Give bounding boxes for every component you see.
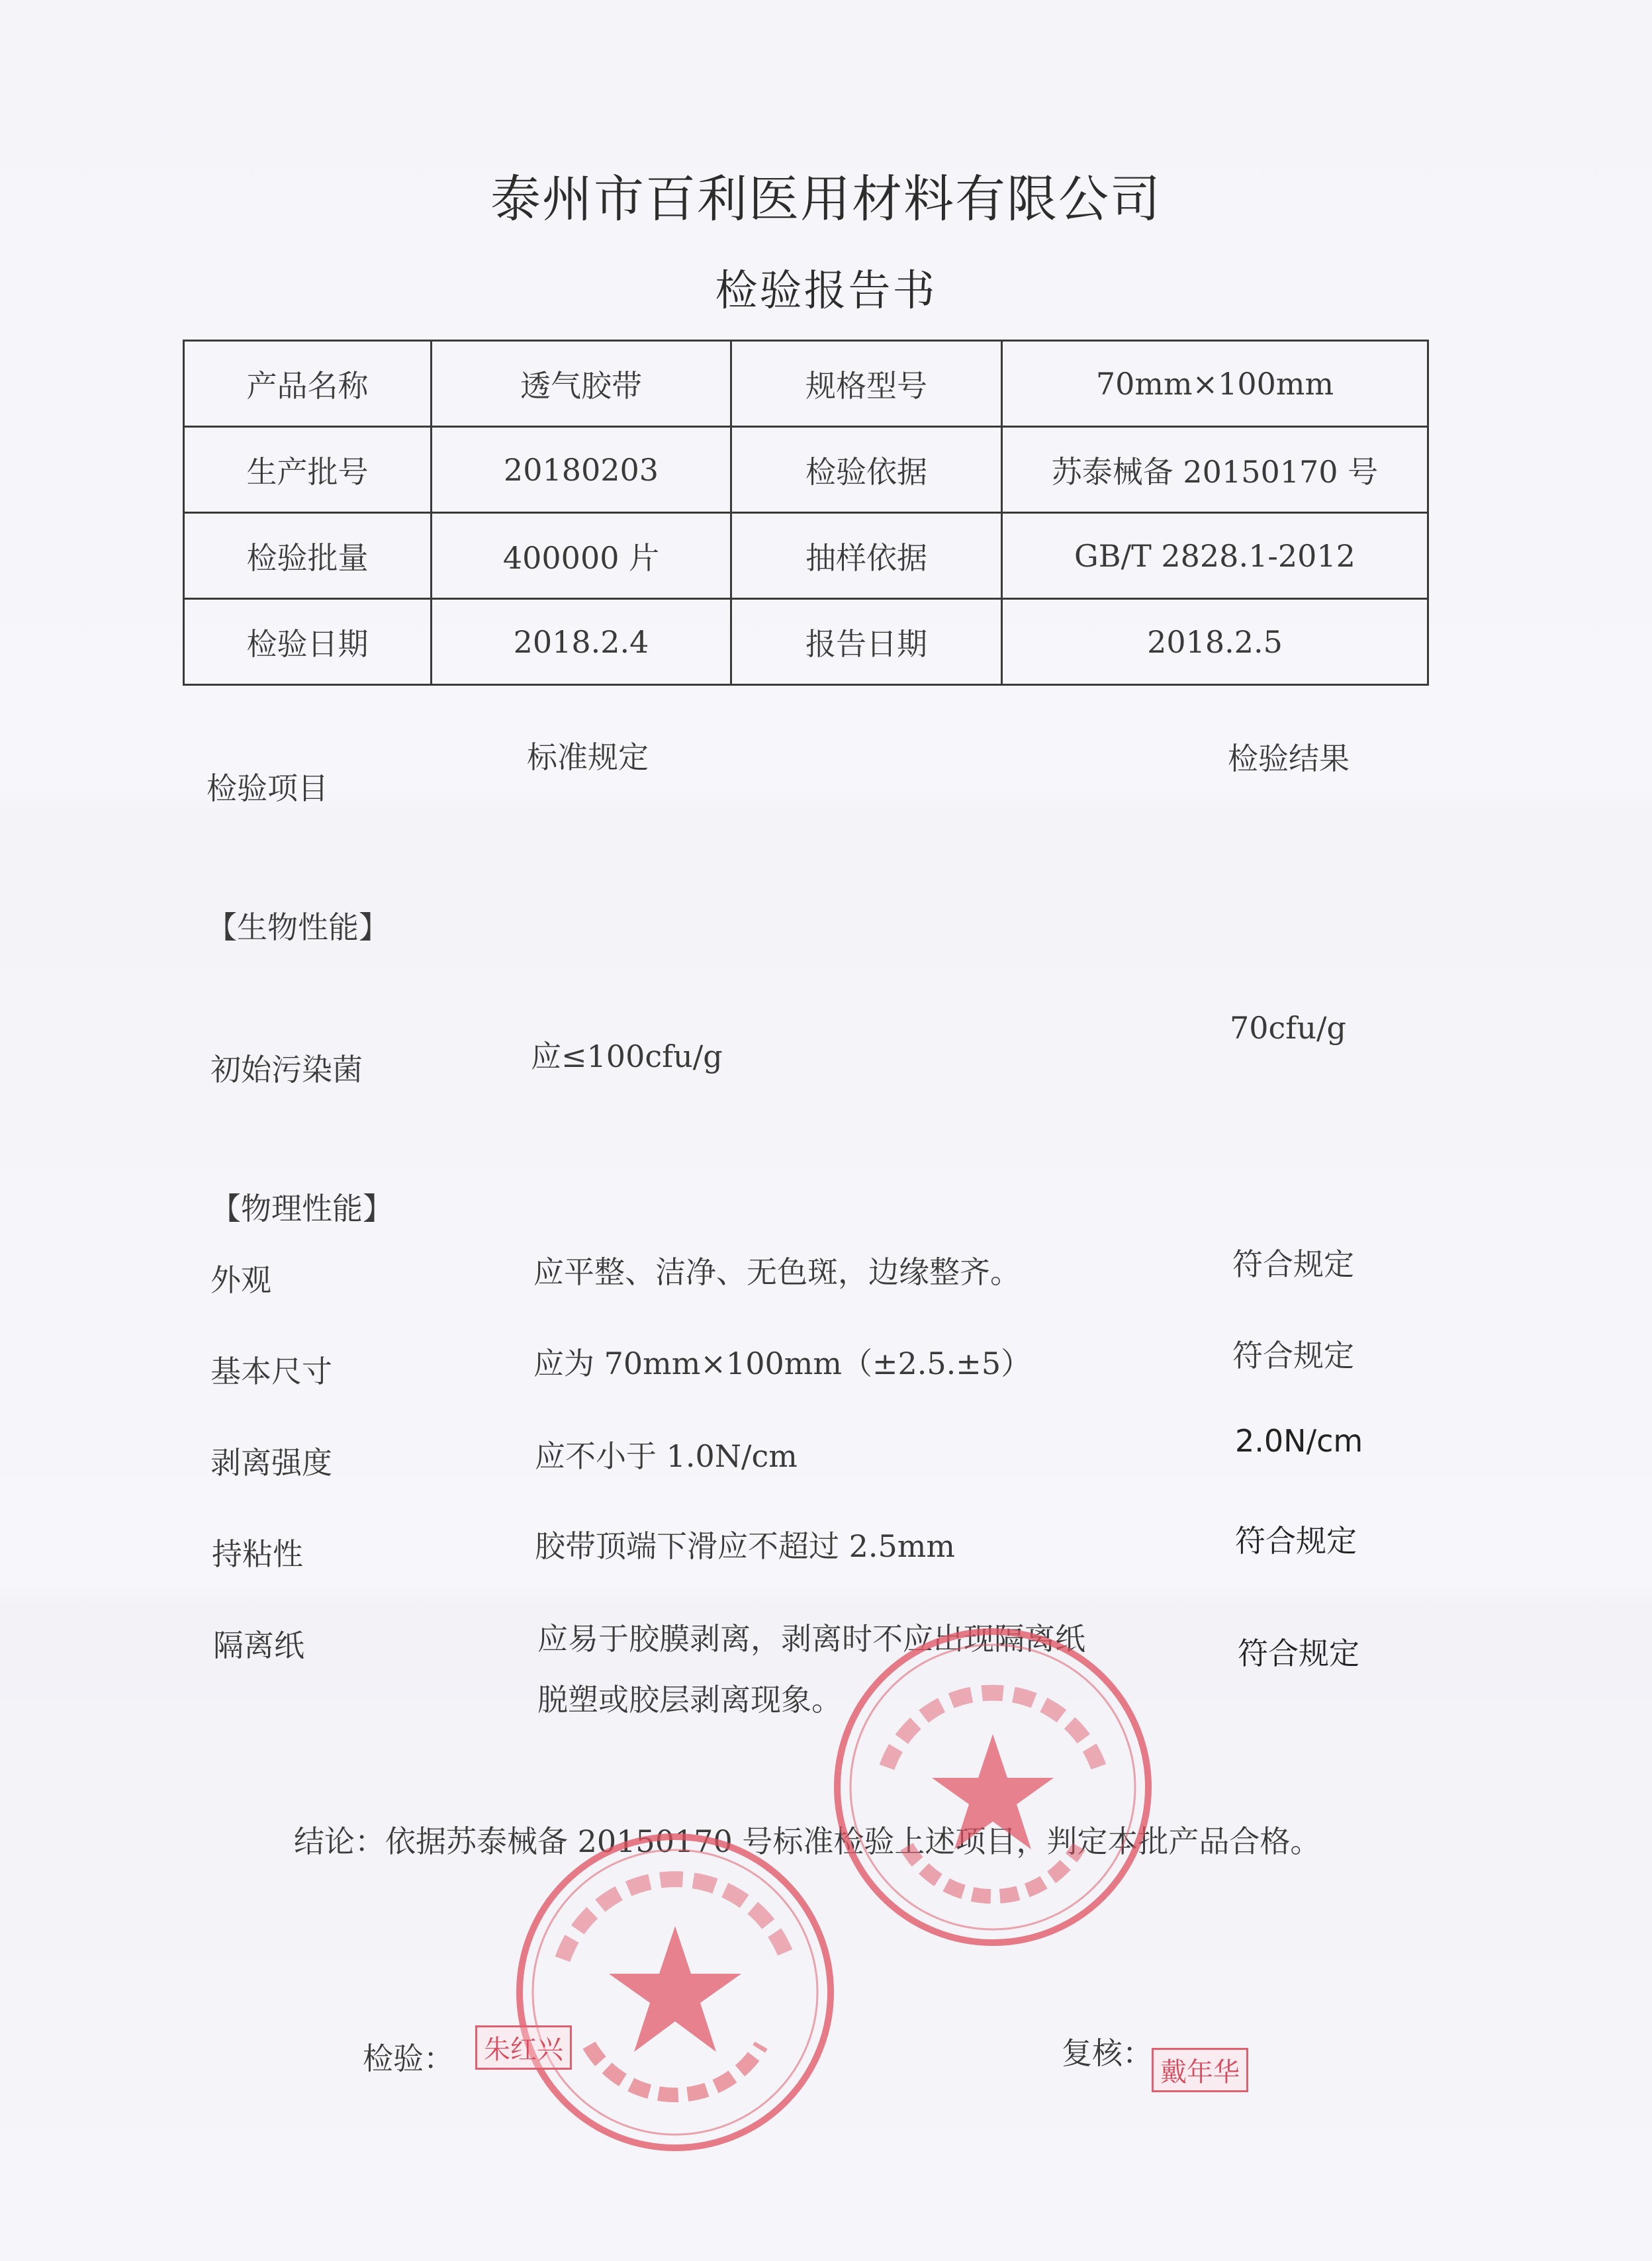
- table-cell: GB/T 2828.1-2012: [1002, 513, 1428, 599]
- table-cell: 检验依据: [731, 427, 1002, 513]
- table-cell: 规格型号: [731, 341, 1002, 427]
- table-cell: 抽样依据: [731, 513, 1002, 599]
- item-standard-line2: 脱塑或胶层剥离现象。: [537, 1682, 842, 1718]
- item-standard: 应不小于 1.0N/cm: [535, 1438, 798, 1474]
- item-name: 外观: [210, 1262, 271, 1298]
- item-result: 2.0N/cm: [1235, 1423, 1363, 1459]
- company-name: 泰州市百利医用材料有限公司: [490, 169, 1162, 228]
- table-row: [184, 513, 1428, 599]
- product-info-table: [183, 340, 1429, 686]
- column-header-standard: 标准规定: [527, 739, 649, 775]
- item-result: 符合规定: [1235, 1523, 1357, 1559]
- item-name: 剥离强度: [210, 1445, 332, 1481]
- table-cell: 生产批号: [184, 427, 432, 513]
- document-title: 检验报告书: [715, 267, 937, 316]
- table-cell: 产品名称: [184, 341, 432, 427]
- table-cell: 检验批量: [184, 513, 432, 599]
- item-standard: 胶带顶端下滑应不超过 2.5mm: [535, 1528, 956, 1564]
- reviewer-label: 复核：: [1062, 2035, 1153, 2071]
- table-row: [184, 427, 1428, 513]
- item-standard: 应≤100cfu/g: [531, 1038, 723, 1074]
- table-cell: 2018.2.4: [432, 599, 731, 685]
- table-cell: 400000 片: [432, 513, 731, 599]
- item-result: 符合规定: [1232, 1338, 1354, 1373]
- table-cell: 2018.2.5: [1002, 599, 1428, 685]
- item-result: 70cfu/g: [1230, 1010, 1346, 1046]
- section-heading-bio: 【生物性能】: [206, 909, 389, 945]
- item-result: 符合规定: [1232, 1246, 1354, 1282]
- table-cell: 苏泰械备 20150170 号: [1002, 427, 1428, 513]
- inspector-label: 检验：: [363, 2041, 454, 2076]
- item-standard: 应平整、洁净、无色斑，边缘整齐。: [533, 1254, 1021, 1290]
- table-cell: 检验日期: [184, 599, 432, 685]
- section-heading-phys: 【物理性能】: [210, 1191, 393, 1226]
- item-name: 隔离纸: [213, 1628, 304, 1663]
- table-cell: 70mm×100mm: [1002, 341, 1428, 427]
- table-cell: 透气胶带: [432, 341, 731, 427]
- quality-seal-right: [827, 1622, 1158, 1953]
- item-standard: 应为 70mm×100mm（±2.5.±5）: [533, 1346, 1032, 1381]
- column-header-result: 检验结果: [1228, 741, 1350, 776]
- table-row: [184, 599, 1428, 685]
- item-standard-line1: 应易于胶膜剥离，剥离时不应出现隔离纸: [537, 1621, 1085, 1657]
- column-header-item: 检验项目: [206, 770, 328, 806]
- table-row: [184, 341, 1428, 427]
- item-name: 持粘性: [212, 1536, 303, 1572]
- item-name: 初始污染菌: [210, 1052, 363, 1087]
- item-result: 符合规定: [1238, 1636, 1359, 1671]
- conclusion: 结论：依据苏泰械备 20150170 号标准检验上述项目，判定本批产品合格。: [294, 1823, 1321, 1859]
- inspector-name-stamp: 朱红兴: [475, 2025, 572, 2070]
- quality-seal-left: [510, 1827, 841, 2158]
- table-cell: 20180203: [432, 427, 731, 513]
- item-name: 基本尺寸: [210, 1354, 332, 1389]
- table-cell: 报告日期: [731, 599, 1002, 685]
- reviewer-name-stamp: 戴年华: [1152, 2048, 1248, 2092]
